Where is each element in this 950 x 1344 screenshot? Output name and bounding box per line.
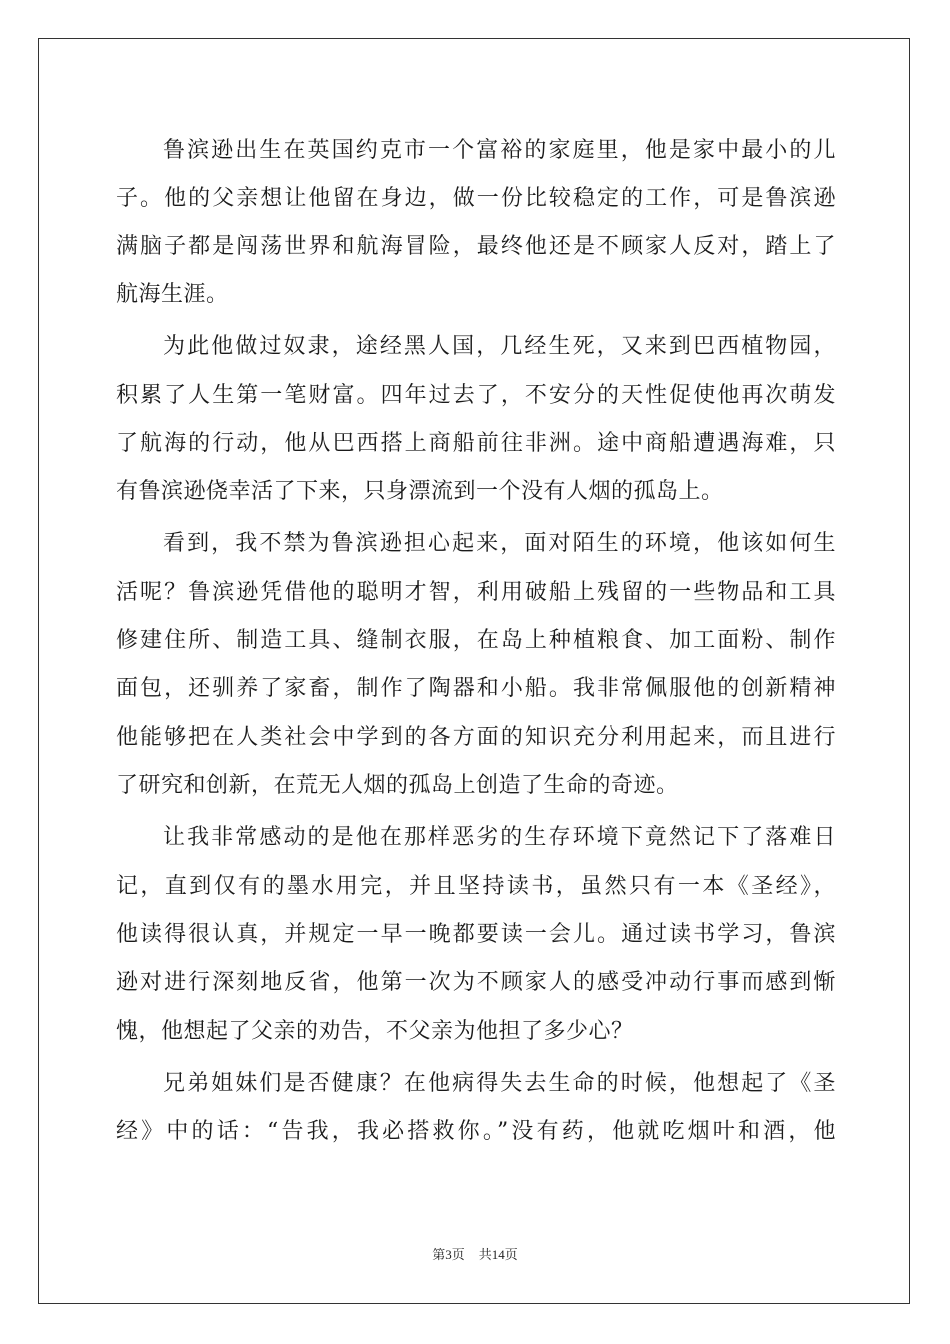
paragraph-2-line-2: 积累了人生第一笔财富。四年过去了，不安分的天性促使他再次萌发 [116,383,836,408]
paragraph-3-line-2: 活呢？鲁滨逊凭借他的聪明才智，利用破船上残留的一些物品和工具 [116,580,836,605]
paragraph-3-line-4: 面包，还驯养了家畜，制作了陶器和小船。我非常佩服他的创新精神 [116,676,836,701]
paragraph-2-line-1: 为此他做过奴隶，途经黑人国，几经生死，又来到巴西植物园， [163,334,836,359]
paragraph-3-line-6: 了研究和创新，在荒无人烟的孤岛上创造了生命的奇迹。 [116,773,679,798]
paragraph-4-line-2: 记，直到仅有的墨水用完，并且坚持读书，虽然只有一本《圣经》， [116,874,836,899]
paragraph-3-line-3: 修建住所、制造工具、缝制衣服，在岛上种植粮食、加工面粉、制作 [116,628,836,653]
paragraph-1-line-1: 鲁滨逊出生在英国约克市一个富裕的家庭里，他是家中最小的儿 [163,138,836,163]
paragraph-5-line-1: 兄弟姐妹们是否健康？在他病得失去生命的时候，他想起了《圣 [163,1071,836,1096]
paragraph-4-line-1: 让我非常感动的是他在那样恶劣的生存环境下竟然记下了落难日 [163,825,836,850]
page-number: 第3页 [432,1247,465,1262]
paragraph-1-line-2: 子。他的父亲想让他留在身边，做一份比较稳定的工作，可是鲁滨逊 [116,186,836,211]
paragraph-4-line-3: 他读得很认真，并规定一早一晚都要读一会儿。通过读书学习，鲁滨 [116,922,836,947]
paragraph-1-line-4: 航海生涯。 [116,282,229,307]
paragraph-1-line-3: 满脑子都是闯荡世界和航海冒险，最终他还是不顾家人反对，踏上了 [116,234,836,259]
page-footer [0,1244,950,1263]
paragraph-4-line-4: 逊对进行深刻地反省，他第一次为不顾家人的感受冲动行事而感到惭 [116,970,836,995]
paragraph-2-line-4: 有鲁滨逊侥幸活了下来，只身漂流到一个没有人烟的孤岛上。 [116,479,724,504]
paragraph-3-line-5: 他能够把在人类社会中学到的各方面的知识充分利用起来，而且进行 [116,725,836,750]
paragraph-4-line-5: 愧，他想起了父亲的劝告，不父亲为他担了多少心？ [116,1019,634,1044]
total-pages: 共14页 [478,1247,518,1262]
paragraph-5-line-2: 经》中的话：“告我，我必搭救你。”没有药，他就吃烟叶和酒，他 [116,1119,836,1144]
paragraph-3-line-1: 看到，我不禁为鲁滨逊担心起来，面对陌生的环境，他该如何生 [163,531,836,556]
paragraph-2-line-3: 了航海的行动，他从巴西搭上商船前往非洲。途中商船遭遇海难，只 [116,431,836,456]
